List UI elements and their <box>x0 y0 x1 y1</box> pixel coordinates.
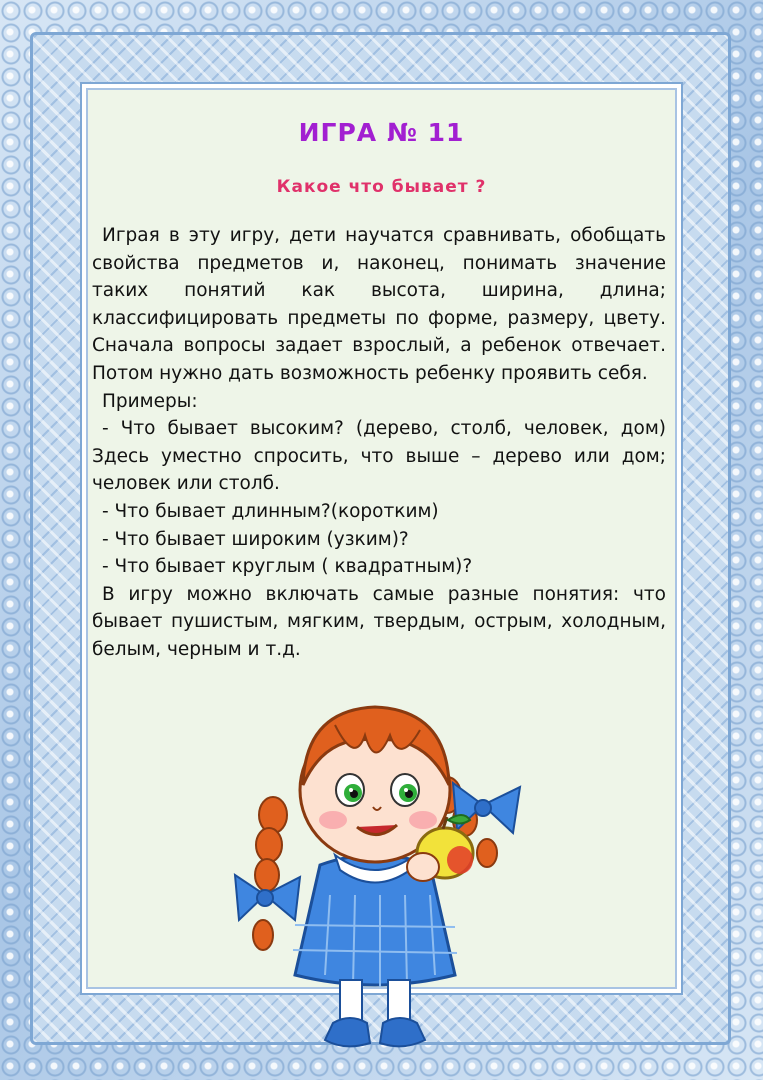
intro-paragraph: Играя в эту игру, дети научатся сравнивать, обобщать свойства предметов и, наконец, понимать значение таких понятий как высота, ширина, длина; классифицировать предметы по форме, размеру, цвету. Сначала вопросы задает взрослый, а ребенок отвечает. Потом нужно дать возможность ребенку проявить себя. <box>92 225 666 384</box>
page-title: ИГРА № 11 <box>298 118 465 147</box>
example-item-1: - Что бывает высоким? (дерево, столб, человек, дом) Здесь уместно спросить, что выше – дерево или дом; человек или столб. <box>92 418 666 495</box>
left-braid <box>253 797 287 950</box>
girl-with-apple-illustration <box>225 695 535 1055</box>
example-item-3: - Что бывает широким (узким)? <box>102 528 409 550</box>
game-description <box>92 222 666 664</box>
closing-paragraph: В игру можно включать самые разные понятия: что бывает пушистым, мягким, твердым, острым, холодным, белым, черным и т.д. <box>92 583 666 660</box>
example-item-2: - Что бывает длинным?(коротким) <box>102 500 439 522</box>
legs <box>325 980 425 1046</box>
hand <box>407 853 439 881</box>
right-bow <box>453 783 520 833</box>
game-subtitle: Какое что бывает ? <box>276 177 487 197</box>
example-item-4: - Что бывает круглым ( квадратным)? <box>102 556 473 578</box>
examples-label: Примеры: <box>102 390 198 412</box>
